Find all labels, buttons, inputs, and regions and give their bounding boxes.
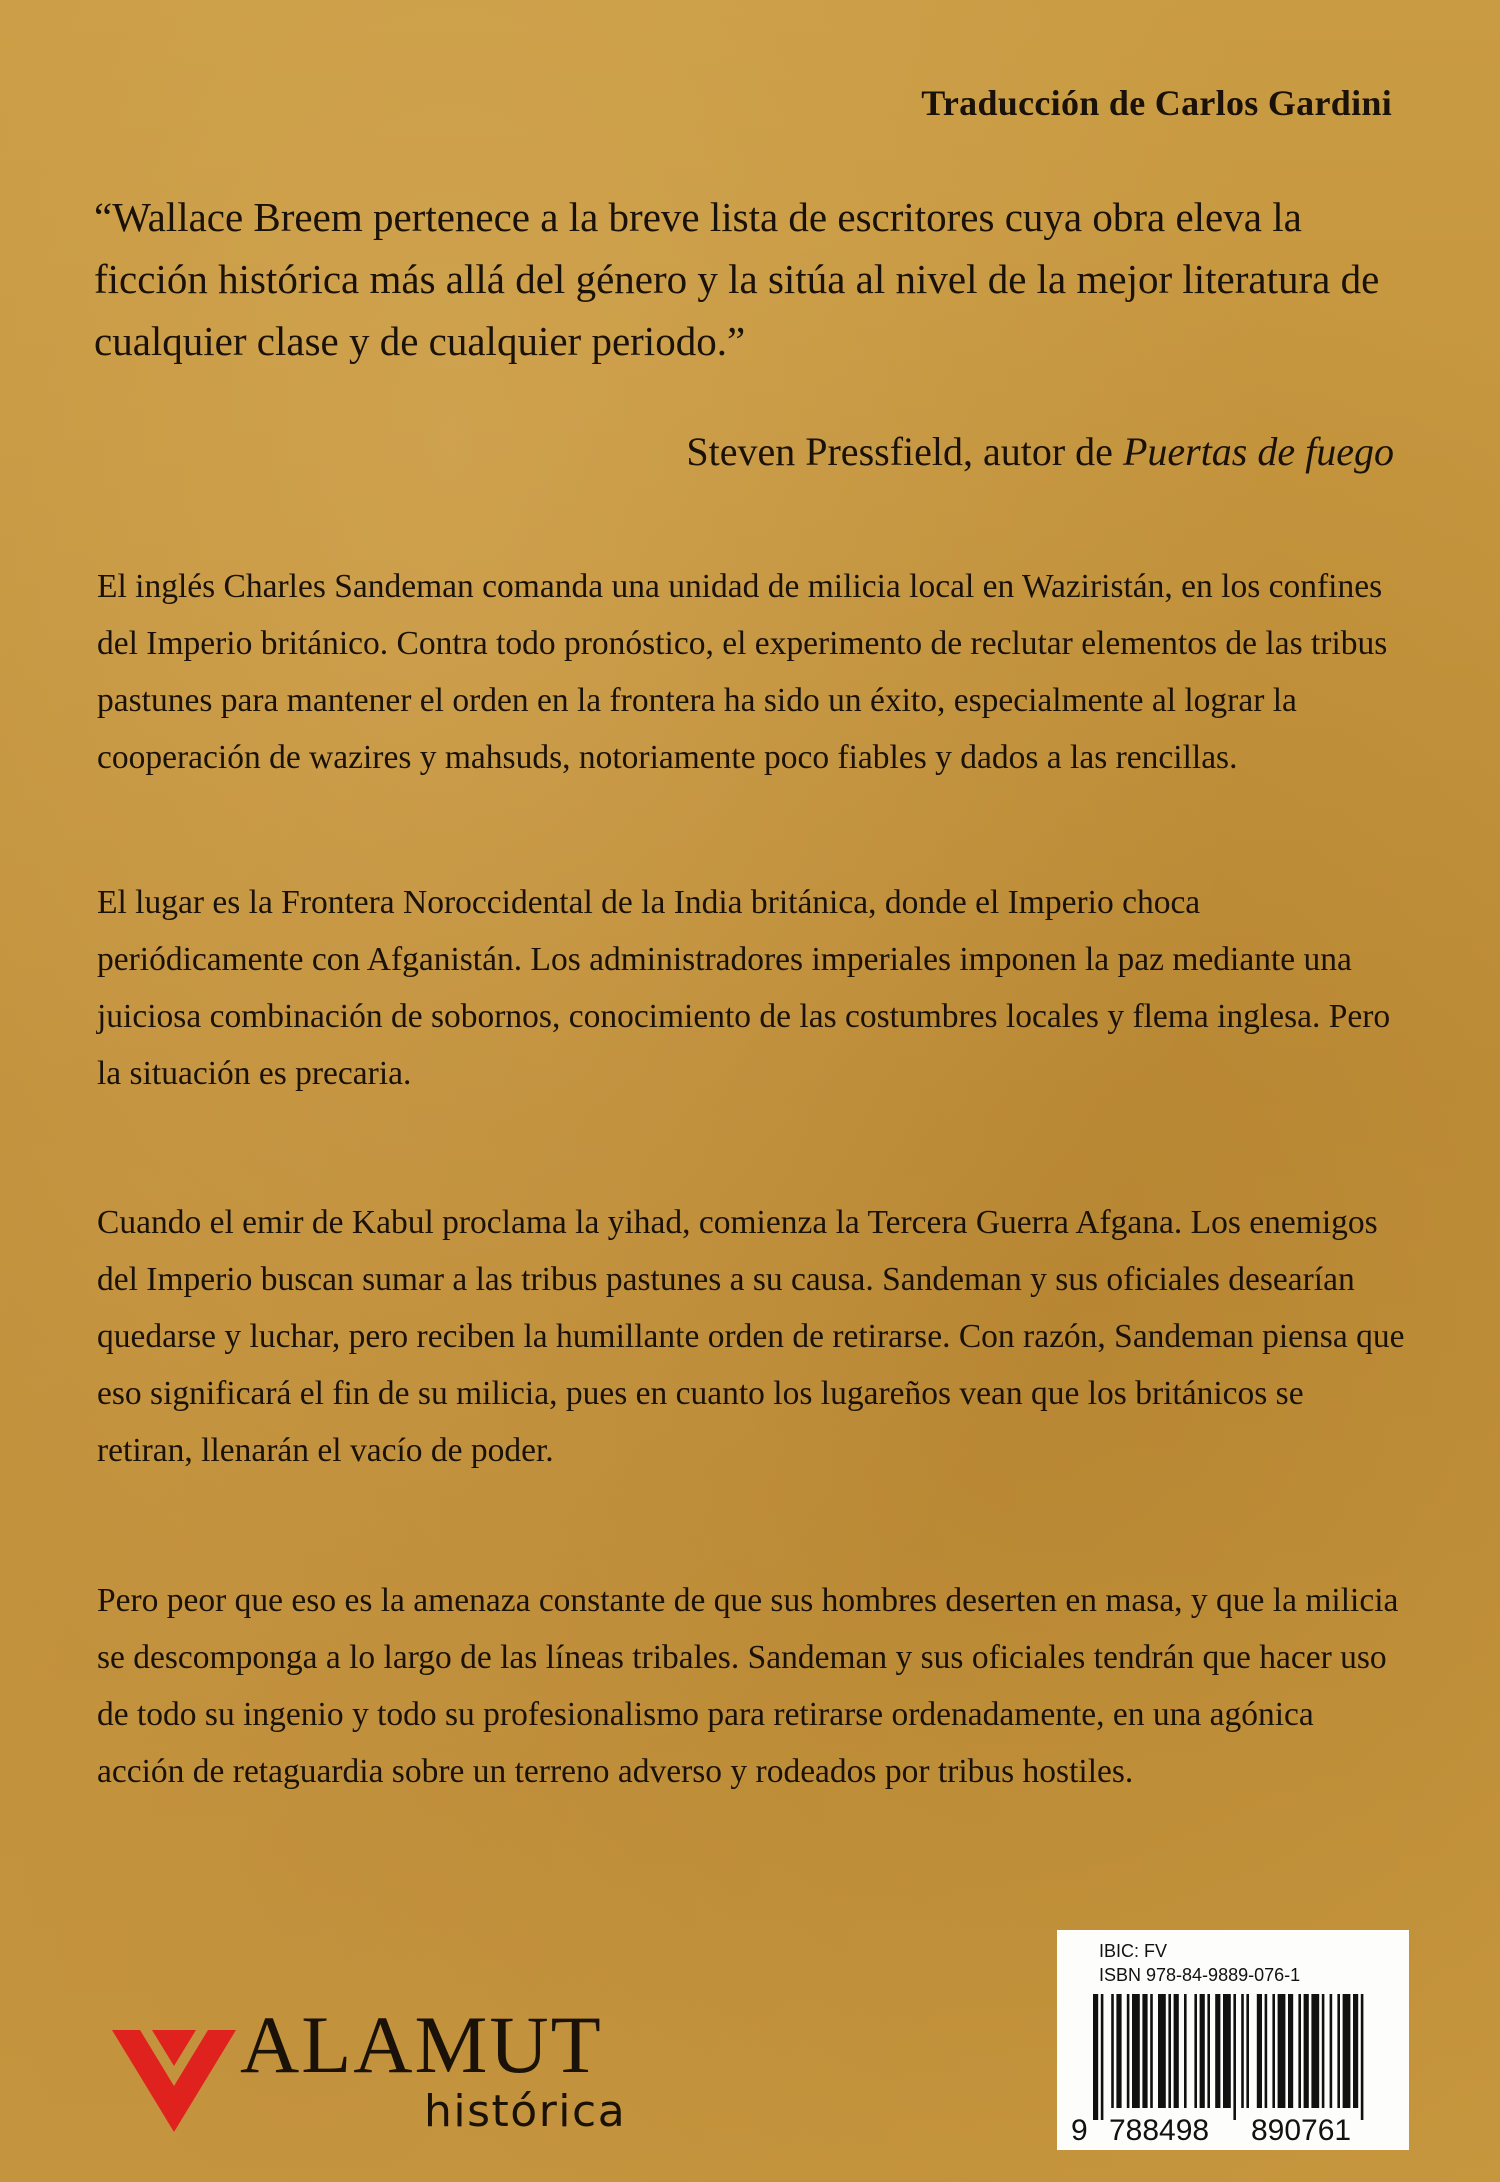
barcode-bar [1288,1994,1293,2108]
synopsis-paragraph-3: Cuando el emir de Kabul proclama la yihad, comienza la Tercera Guerra Afgana. Los enemigos del Imperio buscan sumar a las tribus pastunes a su causa. Sandeman y sus oficiales desearían quedarse y luchar, pero reciben la humillante orden de retirarse. Con razón, Sandeman piensa que eso significará el fin de su milicia, pues en cuanto los lugareños vean que los británicos se retiran, llenarán el vacío de poder. [97,1204,1405,1469]
barcode-bar [1304,1994,1309,2108]
isbn-barcode-label [1057,1930,1409,2150]
synopsis-paragraph-4: Pero peor que eso es la amenaza constante de que sus hombres deserten en masa, y que la milicia se descomponga a lo largo de las líneas tribales. Sandeman y sus oficiales tendrán que hacer uso de todo su ingenio y todo su profesionalismo para retirarse ordenadamente, en una agónica acción de retaguardia sobre un terreno adverso y rodeados por tribus hostiles. [97,1582,1399,1790]
barcode-bar [1233,1994,1236,2120]
barcode-bar [1215,1994,1220,2108]
barcode-bar [1353,1994,1358,2108]
barcode-digits-left: 788498 [1109,2114,1210,2144]
barcode-bar [1278,1994,1286,2108]
barcode-bar [1361,1994,1364,2120]
barcode-bar [1322,1994,1325,2108]
ibic-code: IBIC: FV [1099,1941,1168,1961]
barcode [1071,1994,1401,2144]
barcode-bar [1272,1994,1275,2108]
barcode-bar [1194,1994,1197,2108]
quote-attribution [686,428,1394,475]
barcode-bar [1257,1994,1262,2108]
barcode-bar [1150,1994,1153,2108]
barcode-bar [1207,1994,1210,2108]
barcode-bar [1337,1994,1340,2108]
barcode-bar [1223,1994,1231,2108]
barcode-bar [1116,1994,1121,2108]
barcode-digits-right: 890761 [1251,2114,1352,2144]
attribution-book-title: Puertas de fuego [1122,429,1394,474]
barcode-bar [1298,1994,1301,2108]
alamut-triangle-icon [112,2022,236,2134]
barcode-digit-prefix: 9 [1071,2114,1088,2144]
barcode-bar [1127,1994,1130,2108]
barcode-bar [1246,1994,1249,2108]
barcode-bar [1200,1994,1205,2108]
barcode-bar [1174,1994,1179,2108]
barcode-bar [1265,1994,1268,2108]
blurb-quote: “Wallace Breem pertenece a la breve lista de escritores cuya obra eleva la ficción histórica más allá del género y la sitúa al nivel de la mejor literatura de cualquier clase y de cualquier periodo.” [94,194,1380,364]
barcode-bar [1093,1994,1098,2120]
barcode-bar [1168,1994,1171,2108]
barcode-bar [1101,1994,1104,2120]
publisher-logo [112,1999,672,2140]
isbn-number: ISBN 978-84-9889-076-1 [1099,1965,1301,1985]
translator-credit: Traducción de Carlos Gardini [921,83,1392,123]
barcode-bar [1111,1994,1114,2108]
barcode-bar [1311,1994,1319,2108]
barcode-bar [1142,1994,1147,2108]
synopsis-paragraph-2: El lugar es la Frontera Noroccidental de la India británica, donde el Imperio choca periódicamente con Afganistán. Los administradores imperiales imponen la paz mediante una juiciosa combinación de sobornos, conocimiento de las costumbres locales y flema inglesa. Pero la situación es precaria. [97,884,1391,1092]
attribution-author: Steven Pressfield, autor de [686,429,1123,474]
barcode-bar [1241,1994,1244,2108]
publisher-imprint: histórica [424,2086,627,2137]
barcode-bar [1330,1994,1333,2108]
barcode-bar [1184,1994,1187,2108]
synopsis-paragraph-1: El inglés Charles Sandeman comanda una unidad de milicia local en Waziristán, en los confines del Imperio británico. Contra todo pronóstico, el experimento de reclutar elementos de las tribus pastunes para mantener el orden en la frontera ha sido un éxito, especialmente al lograr la cooperación de wazires y mahsuds, notoriamente poco fiables y dados a las rencillas. [97,568,1388,776]
publisher-name: ALAMUT [240,1999,603,2090]
barcode-bar [1158,1994,1166,2108]
barcode-bar [1132,1994,1140,2108]
barcode-bar [1343,1994,1351,2108]
